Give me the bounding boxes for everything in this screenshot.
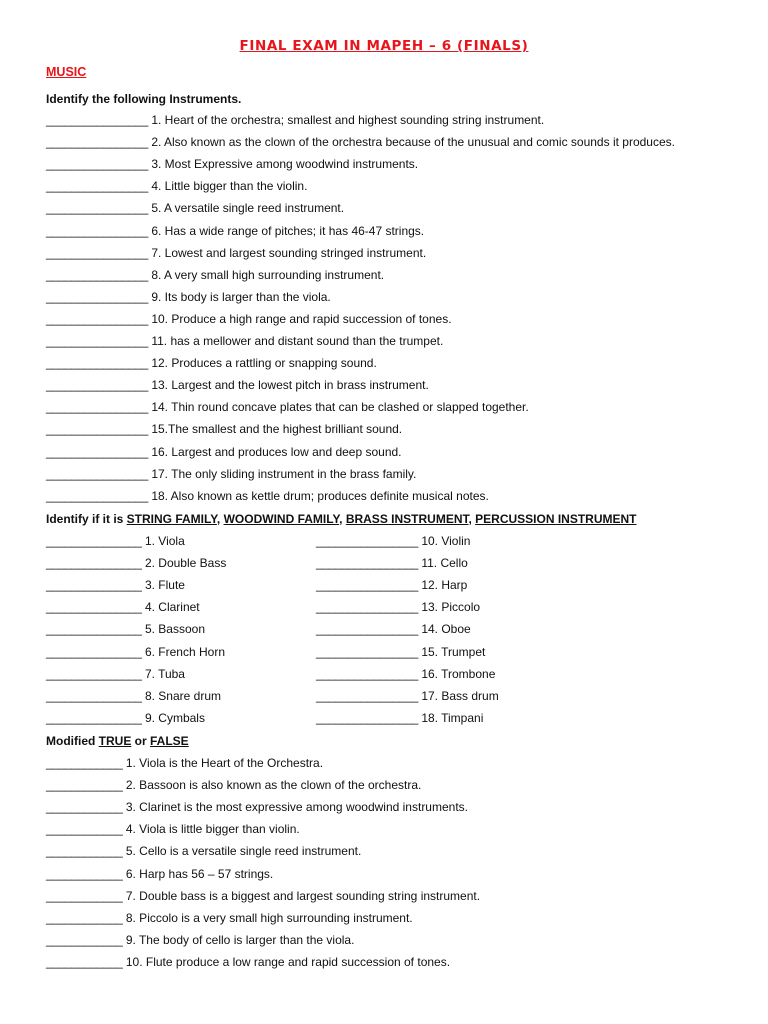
answer-blank[interactable]: ____________ [46, 800, 123, 815]
true-false-item [46, 933, 354, 947]
answer-blank[interactable]: _______________ [46, 710, 142, 725]
question-item [46, 135, 675, 149]
instrument-item-left [46, 689, 221, 703]
instrument-item-right [316, 645, 485, 659]
answer-blank[interactable]: ________________ [46, 245, 148, 260]
answer-blank[interactable]: ________________ [316, 578, 418, 593]
instrument-item-left [46, 645, 225, 659]
true-false-item [46, 844, 361, 858]
question-text: 9. The body of cello is larger than the viola. [125, 932, 355, 947]
true-false-item [46, 756, 323, 770]
question-item [46, 312, 452, 326]
question-text: 13. Piccolo [421, 600, 481, 615]
question-text: 7. Double bass is a biggest and largest sounding string instrument. [125, 888, 481, 903]
question-item [46, 290, 331, 304]
answer-blank[interactable]: _______________ [46, 688, 142, 703]
question-text: 8. Snare drum [144, 688, 221, 703]
answer-blank[interactable]: ________________ [46, 422, 148, 437]
answer-blank[interactable]: ________________ [316, 534, 418, 548]
answer-blank[interactable]: _______________ [46, 644, 142, 659]
instrument-item-right [316, 667, 495, 681]
answer-blank[interactable]: ________________ [316, 644, 418, 659]
separator: , [339, 512, 346, 526]
question-item [46, 445, 402, 459]
answer-blank[interactable]: ________________ [46, 466, 148, 481]
instrument-item-right [316, 689, 499, 703]
part3-heading-prefix: Modified [46, 734, 99, 748]
answer-blank[interactable]: ________________ [46, 444, 148, 459]
question-text: 1. Viola is the Heart of the Orchestra. [125, 756, 324, 770]
true-false-item [46, 822, 300, 836]
question-text: 2. Double Bass [144, 556, 227, 571]
question-text: 4. Clarinet [144, 600, 200, 615]
instrument-item-right [316, 556, 468, 570]
answer-blank[interactable]: ____________ [46, 756, 123, 770]
part2-heading-prefix: Identify if it is [46, 512, 127, 526]
answer-blank[interactable]: ________________ [46, 267, 148, 282]
part1-heading: Identify the following Instruments. [46, 92, 242, 106]
question-text: 9. Its body is larger than the viola. [151, 289, 331, 304]
question-text: 6. Harp has 56 – 57 strings. [125, 866, 274, 881]
answer-blank[interactable]: _______________ [46, 556, 142, 571]
separator: , [468, 512, 476, 526]
instrument-item-left [46, 622, 205, 636]
part2-heading [46, 512, 637, 526]
question-text: 17. Bass drum [421, 688, 499, 703]
instrument-item-right [316, 711, 483, 725]
instrument-item-right [316, 578, 467, 592]
question-text: 6. French Horn [144, 644, 225, 659]
question-item [46, 422, 402, 436]
exam-title: FINAL EXAM IN MAPEH – 6 (FINALS) [239, 38, 529, 54]
answer-blank[interactable]: ________________ [316, 600, 418, 615]
question-item [46, 179, 307, 193]
answer-blank[interactable]: ________________ [46, 488, 148, 503]
question-text: 11. Cello [421, 556, 468, 571]
question-text: 10. Produce a high range and rapid succession of tones. [151, 311, 452, 326]
question-item [46, 356, 377, 370]
true-false-item [46, 911, 413, 925]
question-text: 16. Trombone [421, 666, 496, 681]
answer-blank[interactable]: ________________ [46, 378, 148, 393]
true-false-item [46, 778, 421, 792]
instrument-item-left [46, 667, 185, 681]
instrument-item-right [316, 534, 470, 548]
or-word: or [131, 734, 151, 748]
instrument-item-left [46, 534, 185, 548]
answer-blank[interactable]: ________________ [46, 157, 148, 172]
answer-blank[interactable]: ________________ [316, 710, 418, 725]
answer-blank[interactable]: ____________ [46, 778, 123, 793]
answer-blank[interactable]: _______________ [46, 622, 142, 637]
question-item [46, 400, 529, 414]
question-item [46, 378, 429, 392]
question-text: 10. Flute produce a low range and rapid succession of tones. [125, 954, 451, 969]
answer-blank[interactable]: _______________ [46, 578, 142, 593]
question-text: 11. has a mellower and distant sound than the trumpet. [151, 334, 444, 348]
answer-blank[interactable]: _______________ [46, 600, 142, 615]
question-text: 5. Cello is a versatile single reed instrument. [125, 844, 362, 859]
answer-blank[interactable]: ________________ [46, 400, 148, 415]
separator: , [216, 512, 224, 526]
answer-blank[interactable]: ____________ [46, 866, 123, 881]
true-word: TRUE [98, 734, 132, 748]
question-text: 10. Violin [421, 534, 471, 548]
part3-heading [46, 734, 189, 748]
question-text: 18. Also known as kettle drum; produces definite musical notes. [151, 488, 489, 503]
question-text: 3. Flute [144, 578, 185, 593]
question-item [46, 157, 418, 171]
instrument-item-left [46, 556, 226, 570]
question-text: 12. Produces a rattling or snapping sound. [151, 356, 377, 371]
answer-blank[interactable]: ____________ [46, 910, 123, 925]
answer-blank[interactable]: ________________ [46, 289, 148, 304]
question-text: 1. Heart of the orchestra; smallest and highest sounding string instrument. [151, 113, 545, 127]
true-false-item [46, 955, 450, 969]
question-item [46, 334, 443, 348]
answer-blank[interactable]: ________________ [316, 556, 418, 571]
question-text: 2. Bassoon is also known as the clown of the orchestra. [125, 778, 422, 793]
answer-blank[interactable]: ________________ [316, 666, 418, 681]
question-text: 8. A very small high surrounding instrument. [151, 267, 385, 282]
question-text: 4. Viola is little bigger than violin. [125, 822, 300, 837]
answer-blank[interactable]: ____________ [46, 844, 123, 859]
question-text: 17. The only sliding instrument in the brass family. [151, 466, 417, 481]
question-text: 3. Clarinet is the most expressive among woodwind instruments. [125, 800, 468, 815]
answer-blank[interactable]: _______________ [46, 666, 142, 681]
instrument-item-right [316, 622, 471, 636]
question-text: 12. Harp [421, 578, 468, 593]
true-false-item [46, 867, 273, 881]
answer-blank[interactable]: ________________ [46, 201, 148, 216]
section-label-music: MUSIC [46, 65, 87, 79]
answer-blank[interactable]: ________________ [46, 356, 148, 371]
question-text: 1. Viola [144, 534, 185, 548]
question-text: 18. Timpani [421, 710, 484, 725]
question-text: 4. Little bigger than the violin. [151, 179, 308, 194]
question-item [46, 246, 426, 260]
answer-blank[interactable]: ________________ [46, 311, 148, 326]
question-text: 14. Oboe [421, 622, 471, 637]
answer-blank[interactable]: ____________ [46, 954, 123, 969]
answer-blank[interactable]: ________________ [316, 622, 418, 637]
family-percussion: PERCUSSION INSTRUMENT [475, 512, 637, 526]
question-item [46, 489, 489, 503]
answer-blank[interactable]: ________________ [46, 113, 148, 127]
answer-blank[interactable]: ________________ [316, 688, 418, 703]
answer-blank[interactable]: ________________ [46, 135, 148, 150]
question-text: 13. Largest and the lowest pitch in brass instrument. [151, 378, 429, 393]
question-item [46, 113, 544, 127]
question-text: 16. Largest and produces low and deep sound. [151, 444, 402, 459]
true-false-item [46, 800, 468, 814]
family-woodwind: WOODWIND FAMILY [223, 512, 340, 526]
instrument-item-right [316, 600, 480, 614]
question-item [46, 201, 344, 215]
question-item [46, 467, 416, 481]
answer-blank[interactable]: ____________ [46, 888, 123, 903]
answer-blank[interactable]: ____________ [46, 822, 123, 837]
false-word: FALSE [150, 734, 189, 748]
question-text: 3. Most Expressive among woodwind instruments. [151, 157, 419, 172]
answer-blank[interactable]: ________________ [46, 179, 148, 194]
question-text: 5. A versatile single reed instrument. [151, 201, 345, 216]
question-text: 15.The smallest and the highest brilliant sound. [151, 422, 403, 437]
answer-blank[interactable]: ________________ [46, 334, 148, 348]
answer-blank[interactable]: ________________ [46, 223, 148, 238]
instrument-item-left [46, 600, 200, 614]
question-text: 2. Also known as the clown of the orchestra because of the unusual and comic sounds it produces. [151, 135, 675, 150]
question-item [46, 224, 424, 238]
question-text: 9. Cymbals [144, 710, 205, 725]
question-text: 6. Has a wide range of pitches; it has 46-47 strings. [151, 223, 425, 238]
answer-blank[interactable]: ____________ [46, 932, 123, 947]
family-string: STRING FAMILY [126, 512, 217, 526]
instrument-item-left [46, 578, 185, 592]
family-brass: BRASS INSTRUMENT [345, 512, 469, 526]
question-item [46, 268, 384, 282]
question-text: 7. Tuba [144, 666, 185, 681]
instrument-item-left [46, 711, 205, 725]
question-text: 7. Lowest and largest sounding stringed instrument. [151, 245, 427, 260]
true-false-item [46, 889, 480, 903]
question-text: 15. Trumpet [421, 644, 486, 659]
question-text: 8. Piccolo is a very small high surrounding instrument. [125, 910, 413, 925]
question-text: 14. Thin round concave plates that can be clashed or slapped together. [151, 400, 529, 415]
answer-blank[interactable]: _______________ [46, 534, 142, 548]
question-text: 5. Bassoon [144, 622, 205, 637]
